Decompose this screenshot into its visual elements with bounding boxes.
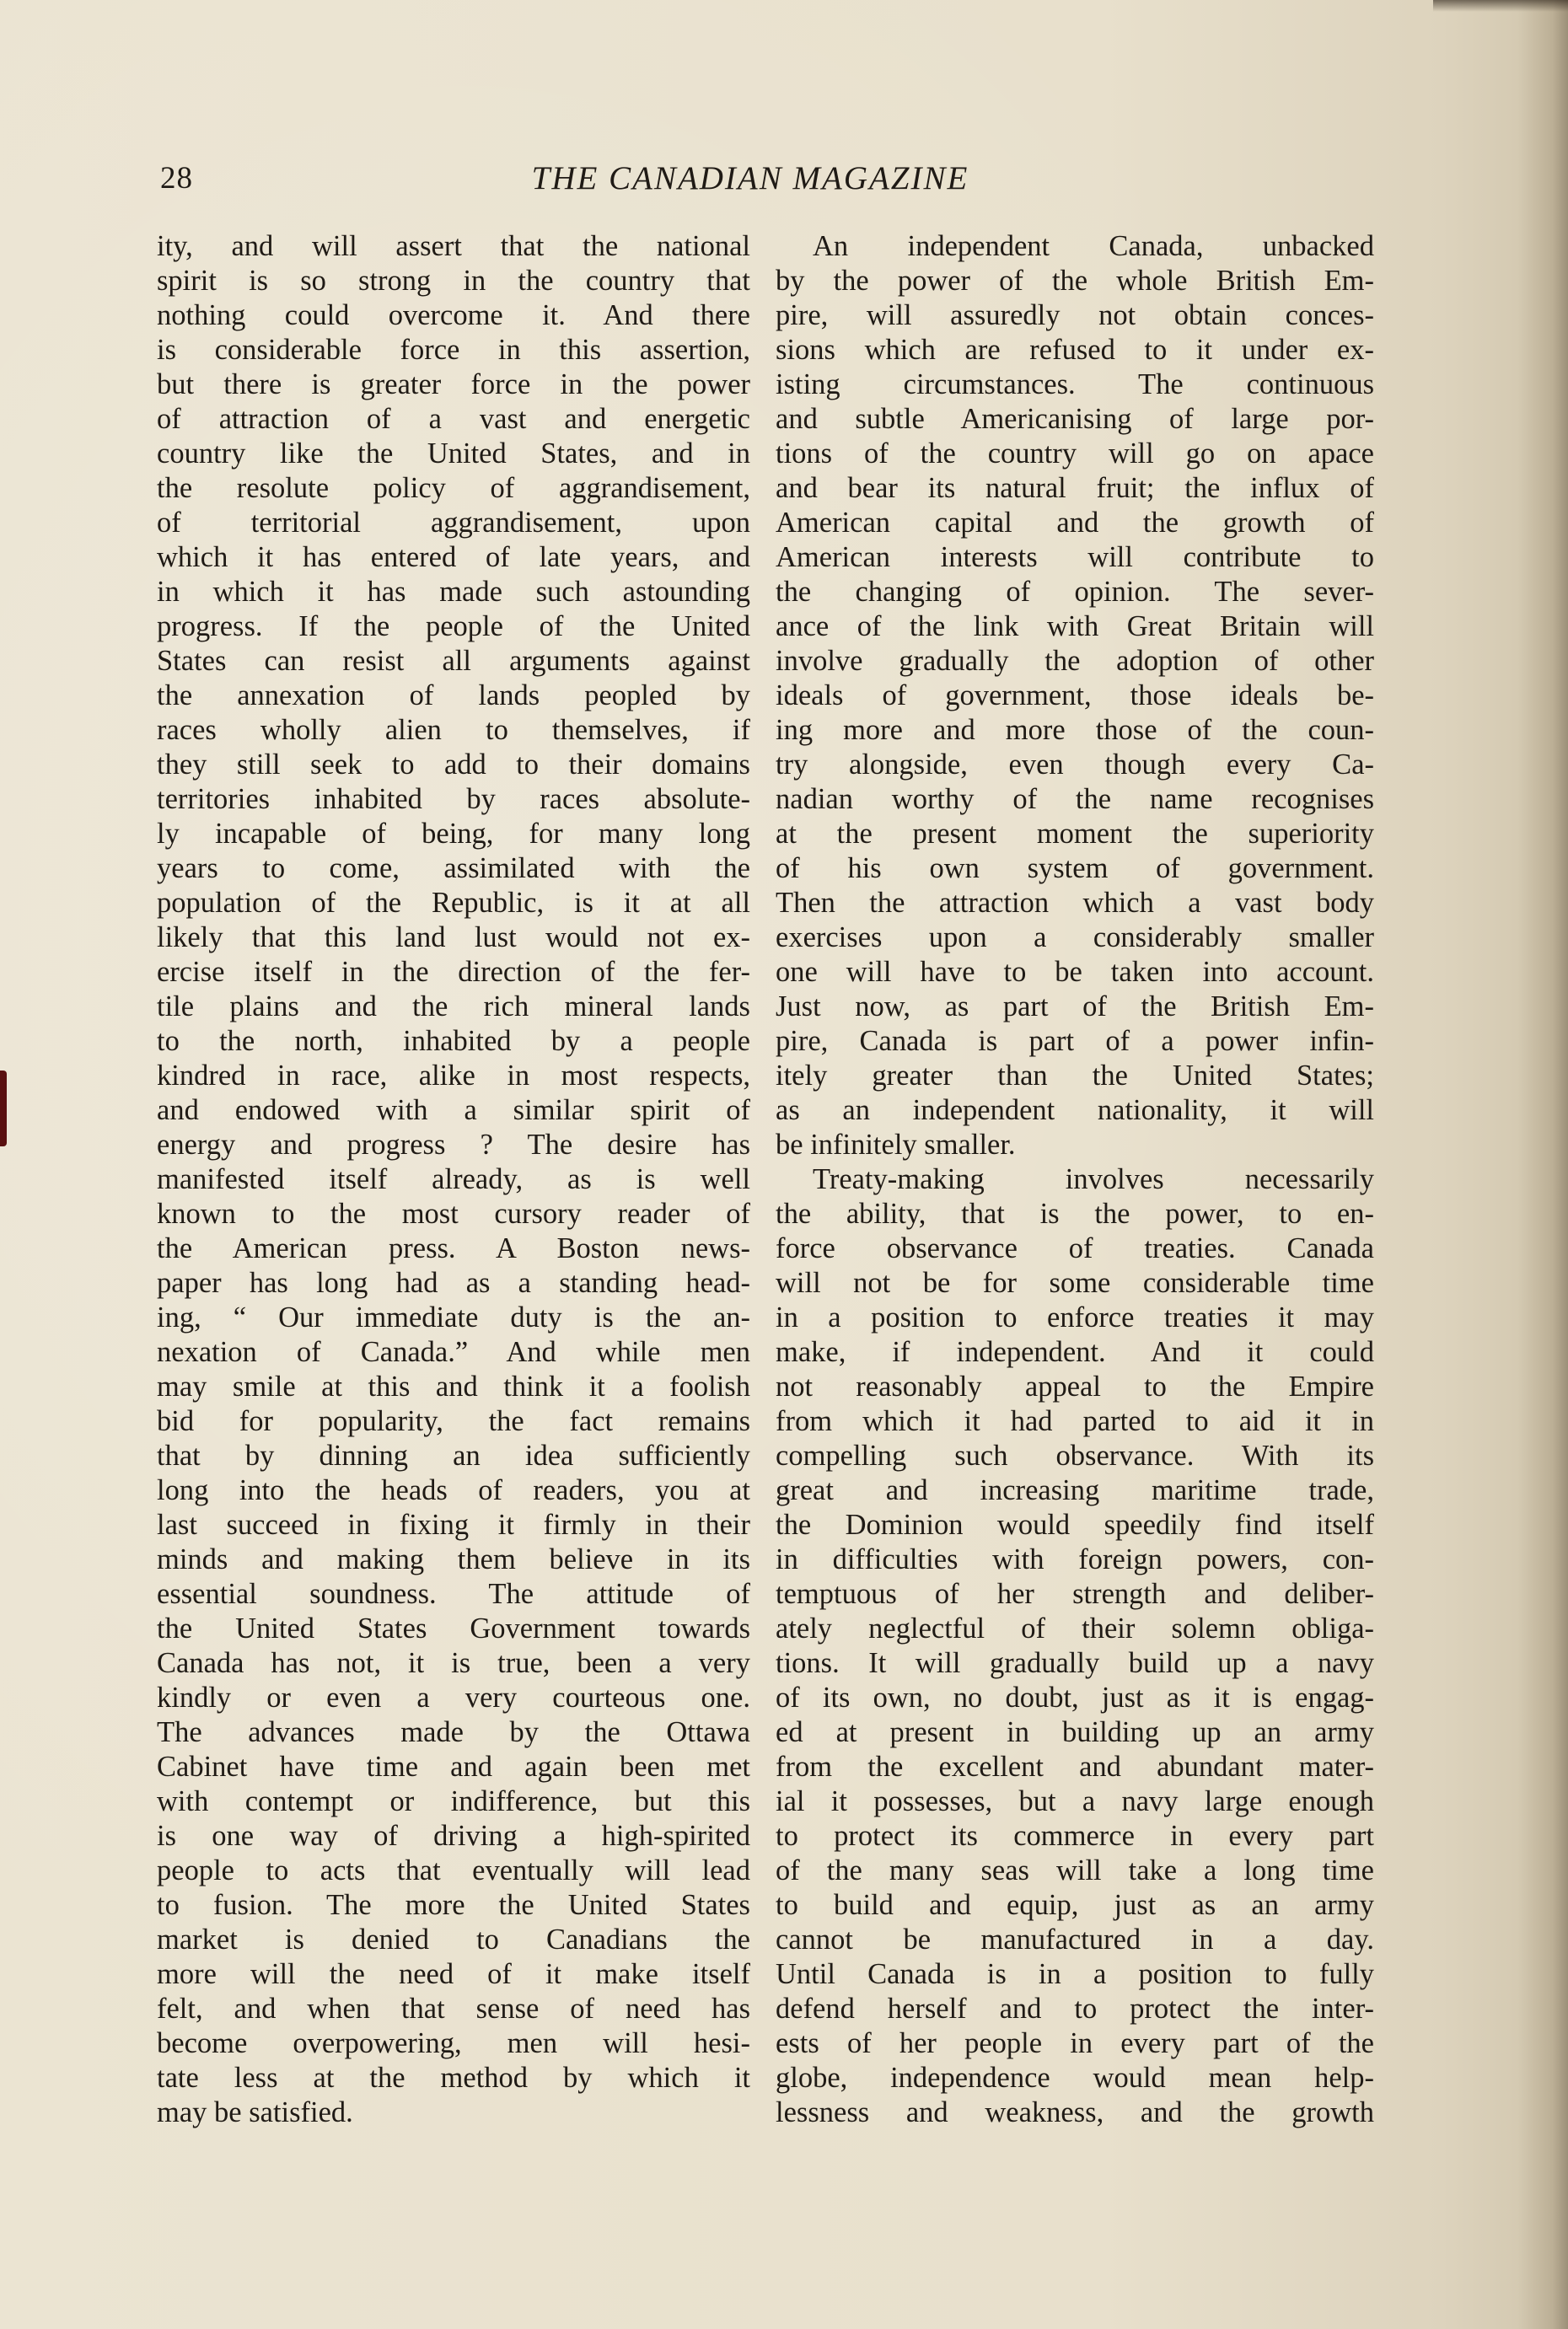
text-line: likely that this land lust would not ex-: [157, 921, 750, 953]
text-line: pire, will assuredly not obtain conces-: [776, 299, 1374, 331]
text-line: ing, “ Our immediate duty is the an-: [157, 1301, 750, 1334]
text-line: more will the need of it make itself: [157, 1958, 750, 1990]
text-line: essential soundness. The attitude of: [157, 1578, 750, 1610]
text-line: which it has entered of late years, and: [157, 541, 750, 573]
text-line: ed at present in building up an army: [776, 1716, 1374, 1748]
page-header: [160, 158, 1374, 209]
text-line: globe, independence would mean help-: [776, 2062, 1374, 2094]
text-line: last succeed in fixing it firmly in their: [157, 1509, 750, 1541]
text-line: of the many seas will take a long time: [776, 1854, 1374, 1886]
text-line: from which it had parted to aid it in: [776, 1405, 1374, 1437]
text-line: races wholly alien to themselves, if: [157, 714, 750, 746]
text-line: ance of the link with Great Britain will: [776, 610, 1374, 642]
text-line: territories inhabited by races absolute-: [157, 783, 750, 815]
text-line: become overpowering, men will hesi-: [157, 2027, 750, 2059]
text-line: that by dinning an idea sufficiently: [157, 1440, 750, 1472]
text-line: one will have to be taken into account.: [776, 956, 1374, 988]
text-line: may be satisfied.: [157, 2096, 353, 2128]
text-line: known to the most cursory reader of: [157, 1198, 750, 1230]
running-head: THE CANADIAN MAGAZINE: [531, 160, 969, 196]
text-line: ately neglectful of their solemn obliga-: [776, 1613, 1374, 1645]
text-line: sions which are refused to it under ex-: [776, 334, 1374, 366]
text-line: make, if independent. And it could: [776, 1336, 1374, 1368]
text-line: Cabinet have time and again been met: [157, 1751, 750, 1783]
text-line: temptuous of her strength and deliber-: [776, 1578, 1374, 1610]
text-line: Then the attraction which a vast body: [776, 887, 1374, 919]
text-line: at the present moment the superiority: [776, 818, 1374, 850]
text-line: bid for popularity, the fact remains: [157, 1405, 750, 1437]
left-text-column: [157, 229, 750, 2130]
text-line: great and increasing maritime trade,: [776, 1474, 1374, 1506]
text-line: they still seek to add to their domains: [157, 749, 750, 781]
text-line: the United States Government towards: [157, 1613, 750, 1645]
text-line: long into the heads of readers, you at: [157, 1474, 750, 1506]
text-line: exercises upon a considerably smaller: [776, 921, 1374, 953]
text-line: and bear its natural fruit; the influx of: [776, 472, 1374, 504]
text-line: ests of her people in every part of the: [776, 2027, 1374, 2059]
right-text-column: [776, 229, 1374, 2130]
text-line: ideals of government, those ideals be-: [776, 679, 1374, 711]
text-line: the Dominion would speedily find itself: [776, 1509, 1374, 1541]
text-line: by the power of the whole British Em-: [776, 265, 1374, 297]
page-number: 28: [160, 161, 193, 196]
text-line: of its own, no doubt, just as it is engag-: [776, 1682, 1374, 1714]
text-line: of territorial aggrandisement, upon: [157, 507, 750, 539]
text-line: of attraction of a vast and energetic: [157, 403, 750, 435]
text-line: the American press. A Boston news-: [157, 1232, 750, 1264]
text-line: kindly or even a very courteous one.: [157, 1682, 750, 1714]
text-line: in a position to enforce treaties it may: [776, 1301, 1374, 1334]
text-line: An independent Canada, unbacked: [813, 230, 1374, 262]
text-line: ing more and more those of the coun-: [776, 714, 1374, 746]
text-line: The advances made by the Ottawa: [157, 1716, 750, 1748]
text-line: American capital and the growth of: [776, 507, 1374, 539]
text-line: is considerable force in this assertion,: [157, 334, 750, 366]
text-line: country like the United States, and in: [157, 437, 750, 470]
text-line: ial it possesses, but a navy large enough: [776, 1785, 1374, 1817]
text-line: to the north, inhabited by a people: [157, 1025, 750, 1057]
text-line: Treaty-making involves necessarily: [813, 1163, 1374, 1195]
text-line: nexation of Canada.” And while men: [157, 1336, 750, 1368]
text-line: to build and equip, just as an army: [776, 1889, 1374, 1921]
text-line: tile plains and the rich mineral lands: [157, 990, 750, 1022]
text-line: pire, Canada is part of a power infin-: [776, 1025, 1374, 1057]
text-line: will not be for some considerable time: [776, 1267, 1374, 1299]
text-line: spirit is so strong in the country that: [157, 265, 750, 297]
text-line: the changing of opinion. The sever-: [776, 576, 1374, 608]
page-gutter-shadow: [1517, 0, 1568, 2329]
text-line: not reasonably appeal to the Empire: [776, 1371, 1374, 1403]
text-line: manifested itself already, as is well: [157, 1163, 750, 1195]
text-line: force observance of treaties. Canada: [776, 1232, 1374, 1264]
text-line: energy and progress ? The desire has: [157, 1129, 750, 1161]
text-line: ity, and will assert that the national: [157, 230, 750, 262]
text-line: try alongside, even though every Ca-: [776, 749, 1374, 781]
text-line: involve gradually the adoption of other: [776, 645, 1374, 677]
text-line: itely greater than the United States;: [776, 1060, 1374, 1092]
text-line: paper has long had as a standing head-: [157, 1267, 750, 1299]
text-line: Canada has not, it is true, been a very: [157, 1647, 750, 1679]
text-line: minds and making them believe in its: [157, 1543, 750, 1575]
text-line: the annexation of lands peopled by: [157, 679, 750, 711]
text-line: defend herself and to protect the inter-: [776, 1993, 1374, 2025]
text-line: isting circumstances. The continuous: [776, 368, 1374, 400]
text-line: States can resist all arguments against: [157, 645, 750, 677]
text-line: of his own system of government.: [776, 852, 1374, 884]
text-line: compelling such observance. With its: [776, 1440, 1374, 1472]
text-line: years to come, assimilated with the: [157, 852, 750, 884]
text-line: lessness and weakness, and the growth: [776, 2096, 1374, 2128]
text-line: market is denied to Canadians the: [157, 1924, 750, 1956]
text-line: tate less at the method by which it: [157, 2062, 750, 2094]
text-line: in which it has made such astounding: [157, 576, 750, 608]
text-line: but there is greater force in the power: [157, 368, 750, 400]
text-line: in difficulties with foreign powers, con-: [776, 1543, 1374, 1575]
text-line: American interests will contribute to: [776, 541, 1374, 573]
text-line: to protect its commerce in every part: [776, 1820, 1374, 1852]
page-top-edge: [1433, 0, 1568, 12]
text-line: population of the Republic, is it at all: [157, 887, 750, 919]
text-line: to fusion. The more the United States: [157, 1889, 750, 1921]
text-line: is one way of driving a high-spirited: [157, 1820, 750, 1852]
text-line: progress. If the people of the United: [157, 610, 750, 642]
text-line: Just now, as part of the British Em-: [776, 990, 1374, 1022]
text-line: with contempt or indifference, but this: [157, 1785, 750, 1817]
text-line: as an independent nationality, it will: [776, 1094, 1374, 1126]
text-line: and subtle Americanising of large por-: [776, 403, 1374, 435]
text-line: people to acts that eventually will lead: [157, 1854, 750, 1886]
text-line: from the excellent and abundant mater-: [776, 1751, 1374, 1783]
text-line: tions of the country will go on apace: [776, 437, 1374, 470]
text-line: kindred in race, alike in most respects,: [157, 1060, 750, 1092]
page-edge-mark: [0, 1071, 7, 1146]
text-line: Until Canada is in a position to fully: [776, 1958, 1374, 1990]
text-line: tions. It will gradually build up a navy: [776, 1647, 1374, 1679]
text-line: the resolute policy of aggrandisement,: [157, 472, 750, 504]
text-line: and endowed with a similar spirit of: [157, 1094, 750, 1126]
text-line: may smile at this and think it a foolish: [157, 1371, 750, 1403]
text-line: nothing could overcome it. And there: [157, 299, 750, 331]
text-line: ly incapable of being, for many long: [157, 818, 750, 850]
text-line: ercise itself in the direction of the fer-: [157, 956, 750, 988]
text-line: the ability, that is the power, to en-: [776, 1198, 1374, 1230]
text-line: nadian worthy of the name recognises: [776, 783, 1374, 815]
text-line: cannot be manufactured in a day.: [776, 1924, 1374, 1956]
text-line: be infinitely smaller.: [776, 1129, 1016, 1161]
text-line: felt, and when that sense of need has: [157, 1993, 750, 2025]
